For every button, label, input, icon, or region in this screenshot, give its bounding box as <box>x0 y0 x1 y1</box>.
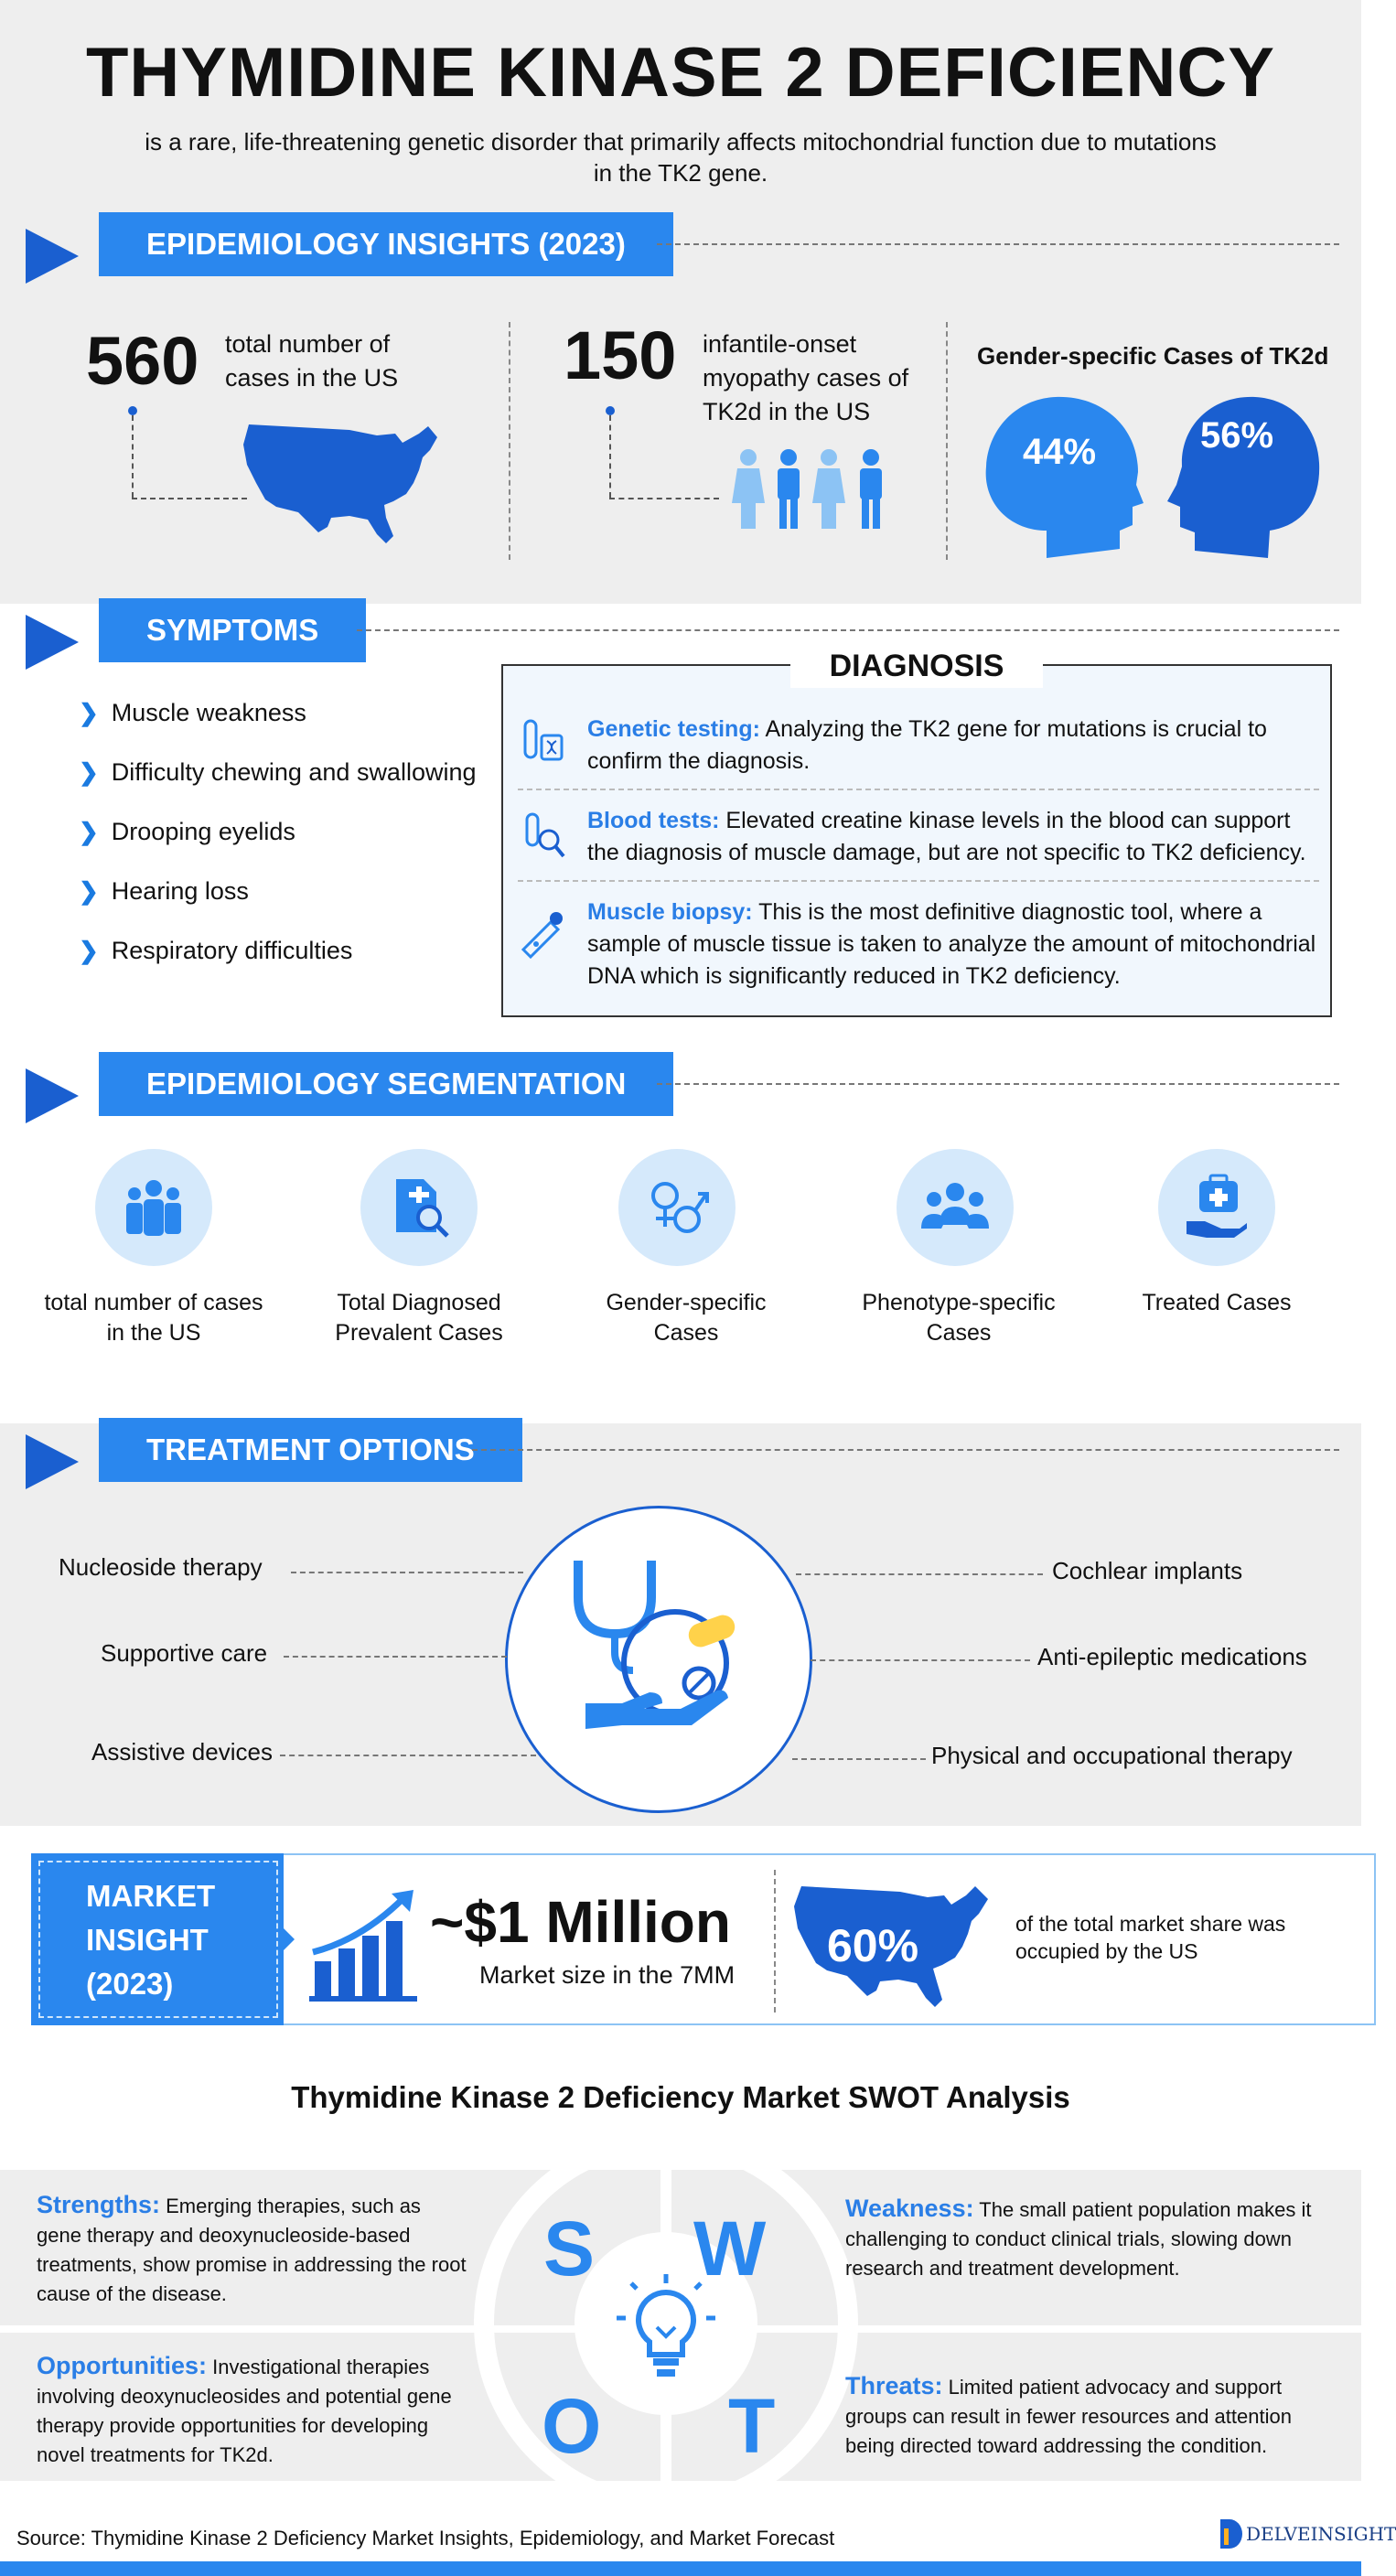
section-segmentation <box>26 1052 1325 1116</box>
page-subtitle: is a rare, life-threatening genetic disorder that primarily affects mitochondrial function due to mutations in the TK2 gene. <box>145 128 1217 187</box>
connector-line <box>796 1573 1043 1575</box>
connector-line <box>284 1656 507 1658</box>
chevron-right-icon: ❯ <box>79 937 99 964</box>
section-epi-insights <box>26 212 1325 276</box>
segment-label: Gender-specific Cases <box>606 1290 767 1346</box>
dna-test-icon <box>520 717 567 765</box>
market-size-value: ~$1 Million <box>430 1889 731 1955</box>
connector-line <box>291 1572 523 1573</box>
market-share-label: of the total market share was occupied by the US <box>1015 1912 1286 1963</box>
chevron-right-icon: ❯ <box>79 818 99 845</box>
segment-icon-circle <box>360 1149 478 1266</box>
symptom-item: ❯ Hearing loss <box>79 877 249 905</box>
segment-icon-circle <box>618 1149 736 1266</box>
segment-icon-circle <box>1158 1149 1275 1266</box>
gender-symbols-icon <box>645 1175 709 1240</box>
connector-line <box>132 498 247 499</box>
section-label: TREATMENT OPTIONS <box>99 1418 522 1482</box>
connector-line <box>792 1758 926 1760</box>
swot-letter-s: S <box>543 2206 596 2292</box>
connector-dot <box>606 406 615 415</box>
treatment-left-item: Nucleoside therapy <box>59 1553 263 1581</box>
divider <box>518 789 1319 790</box>
segment-label: Total Diagnosed Prevalent Cases <box>335 1290 503 1346</box>
section-label: EPIDEMIOLOGY INSIGHTS (2023) <box>99 212 673 276</box>
symptom-item: ❯ Drooping eyelids <box>79 818 295 845</box>
treatment-right-item: Anti-epileptic medications <box>1037 1643 1307 1670</box>
diagnosis-title: DIAGNOSIS <box>790 644 1043 688</box>
segment-icon-circle <box>897 1149 1014 1266</box>
footer-bar <box>0 2561 1361 2576</box>
total-cases-value: 560 <box>86 323 199 399</box>
section-label: EPIDEMIOLOGY SEGMENTATION <box>99 1052 673 1116</box>
total-cases-label: total number of cases in the US <box>225 330 399 392</box>
market-share-value: 60% <box>827 1920 919 1971</box>
market-label-line2: INSIGHT <box>86 1923 209 1957</box>
divider <box>509 322 510 560</box>
symptom-item: ❯ Muscle weakness <box>79 699 306 726</box>
us-map-icon <box>240 417 450 551</box>
segment-label: total number of cases in the US <box>44 1290 263 1346</box>
connector-line <box>609 415 611 498</box>
treatment-right-item: Physical and occupational therapy <box>931 1742 1293 1769</box>
connector-line <box>132 415 134 498</box>
diagnosis-row-genetic: Genetic testing: Analyzing the TK2 gene for mutations is crucial to confirm the diagnosis. <box>587 716 1267 774</box>
section-label: SYMPTOMS <box>99 598 366 662</box>
symptom-item: ❯ Respiratory difficulties <box>79 937 353 964</box>
gender-title: Gender-specific Cases of TK2d <box>977 342 1329 370</box>
group-icon <box>122 1175 186 1240</box>
biopsy-icon <box>520 909 567 957</box>
chevron-right-icon: ❯ <box>79 877 99 905</box>
stethoscope-pill-hand-icon <box>567 1555 759 1747</box>
people-icon <box>728 448 893 531</box>
section-treatment <box>26 1418 1325 1482</box>
infantile-value: 150 <box>564 317 677 393</box>
connector-line <box>811 1659 1030 1661</box>
connector-line <box>280 1755 536 1756</box>
market-size-label: Market size in the 7MM <box>479 1961 736 1989</box>
market-label-line1: MARKET <box>86 1879 216 1913</box>
team-icon <box>921 1175 989 1240</box>
market-label-arrow <box>282 1927 295 1952</box>
connector-dot <box>128 406 137 415</box>
divider <box>946 322 948 560</box>
treatment-left-item: Assistive devices <box>91 1738 273 1766</box>
swot-letter-w: W <box>693 2206 767 2292</box>
market-label-line3: (2023) <box>86 1967 174 2001</box>
treatment-right-item: Cochlear implants <box>1052 1557 1243 1584</box>
segment-label: Phenotype-specific Cases <box>862 1290 1056 1346</box>
page-title: THYMIDINE KINASE 2 DEFICIENCY <box>85 34 1276 112</box>
connector-line <box>609 498 719 499</box>
blood-test-icon <box>520 812 567 860</box>
swot-threats: Threats: Limited patient advocacy and support groups can result in fewer resources and attention being directed toward addressing the condition. <box>845 2372 1292 2457</box>
section-symptoms <box>26 598 1325 662</box>
female-head-icon <box>983 393 1144 558</box>
market-label-box <box>31 1853 284 2025</box>
female-pct: 44% <box>1023 432 1097 472</box>
swot-weakness: Weakness: The small patient population makes it challenging to conduct clinical trials, slowing down research and treatment development. <box>845 2195 1312 2280</box>
chevron-right-icon: ❯ <box>79 758 99 786</box>
infantile-label: infantile-onset myopathy cases of TK2d in the US <box>703 330 909 425</box>
chevron-right-icon: ❯ <box>79 699 99 726</box>
diagnosis-row-biopsy: Muscle biopsy: This is the most definitive diagnostic tool, where a sample of muscle tissue is taken to analyze the amount of mitochondrial DNA which is significantly reduced in TK2 deficiency. <box>587 899 1316 989</box>
footer-source: Source: Thymidine Kinase 2 Deficiency Market Insights, Epidemiology, and Market Forecast <box>16 2527 835 2549</box>
segment-icon-circle <box>95 1149 212 1266</box>
divider <box>774 1870 776 2012</box>
footer-brand: DELVEINSIGHT <box>1217 2517 1396 2550</box>
divider <box>518 880 1319 882</box>
diagnosis-row-blood: Blood tests: Elevated creatine kinase levels in the blood can support the diagnosis of muscle damage, but are not specific to TK2 deficiency. <box>587 808 1306 865</box>
segment-label: Treated Cases <box>1142 1290 1292 1315</box>
swot-opportunities: Opportunities: Investigational therapies involving deoxynucleosides and potential gene therapy provide opportunities for developing novel treatments for TK2d. <box>37 2352 452 2466</box>
medical-kit-hand-icon <box>1183 1174 1251 1241</box>
swot-strengths: Strengths: Emerging therapies, such as gene therapy and deoxynucleoside-based treatments, show promise in addressing the root cause of the disease. <box>37 2191 467 2305</box>
male-pct: 56% <box>1200 415 1274 456</box>
swot-letter-o: O <box>542 2383 602 2469</box>
diagnosis-box <box>501 664 1332 1017</box>
symptom-item: ❯ Difficulty chewing and swallowing <box>79 758 477 786</box>
growth-chart-icon <box>307 1884 426 2003</box>
swot-title: Thymidine Kinase 2 Deficiency Market SWOT Analysis <box>291 2080 1070 2114</box>
swot-letter-t: T <box>728 2383 776 2469</box>
delveinsight-logo-icon <box>1217 2517 1244 2550</box>
treatment-left-item: Supportive care <box>101 1639 268 1667</box>
document-search-icon <box>387 1175 451 1240</box>
